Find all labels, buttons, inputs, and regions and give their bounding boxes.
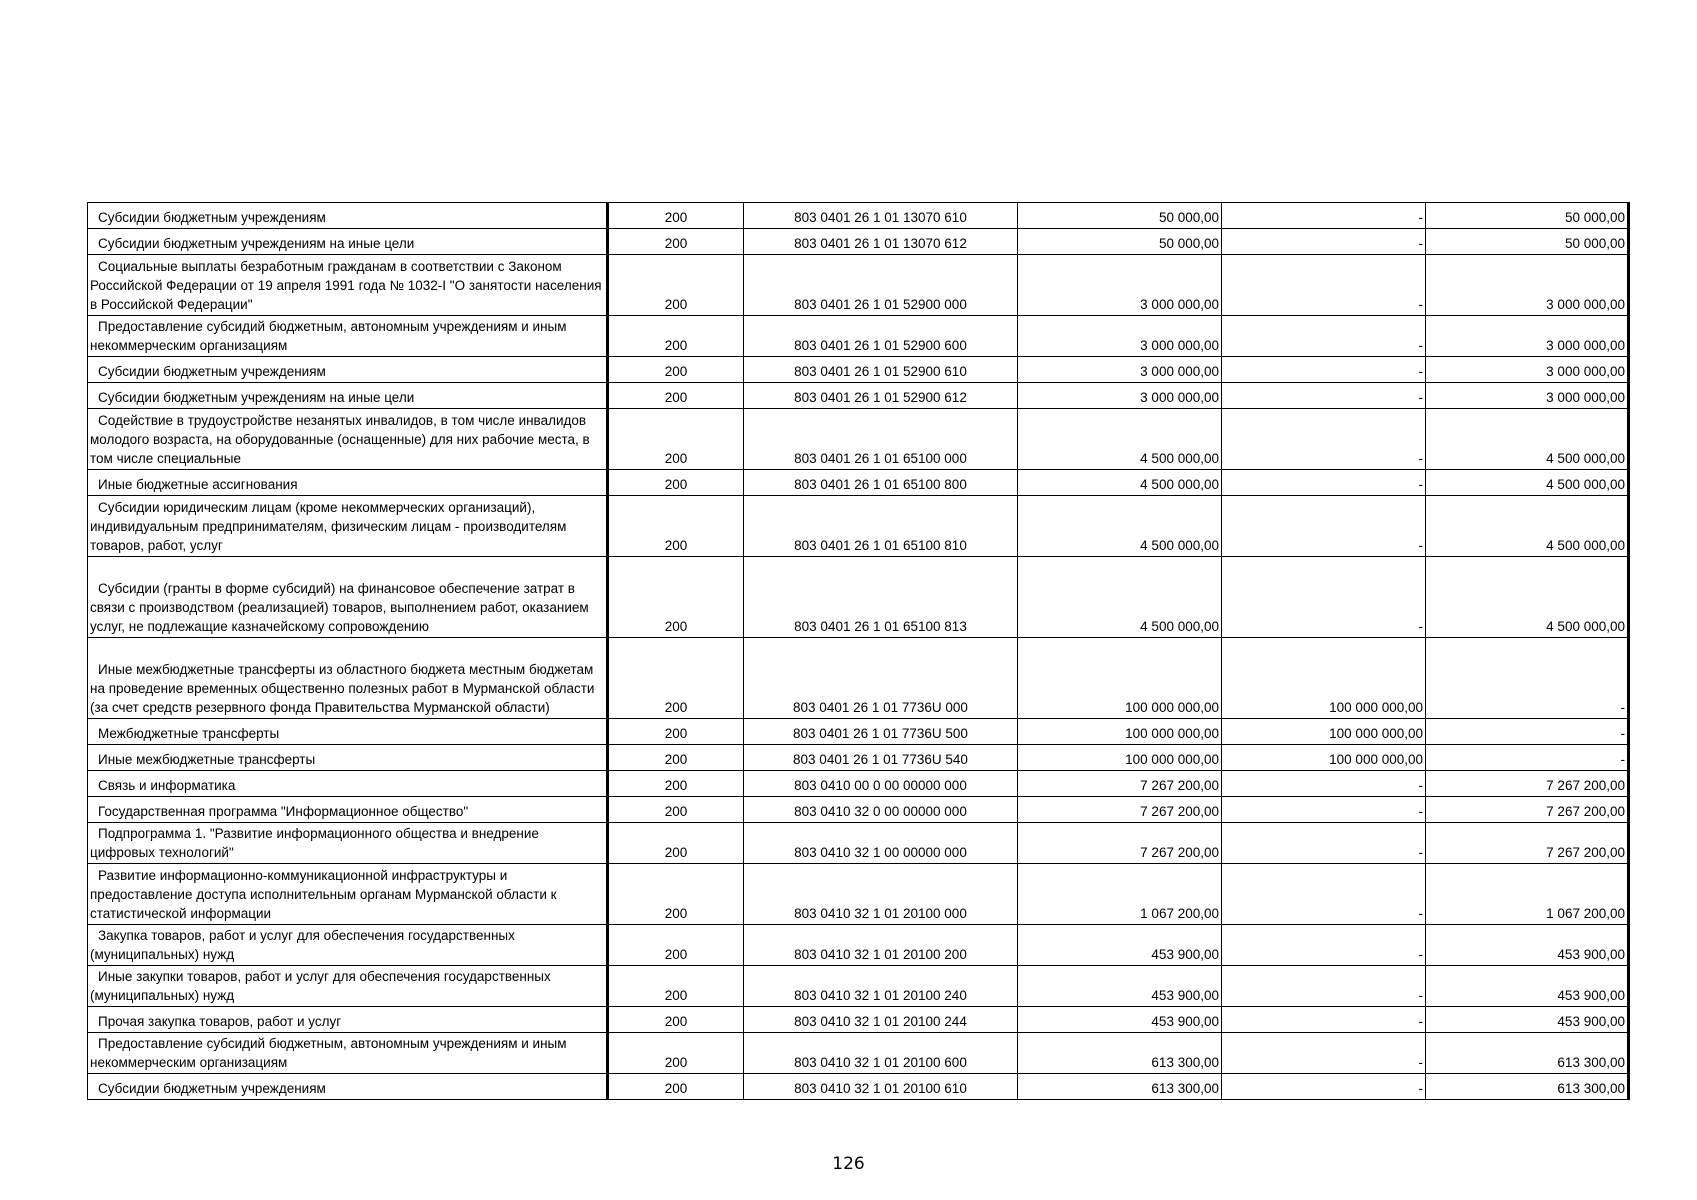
expense-name-cell: Иные закупки товаров, работ и услуг для обеспечения государственных (муниципальных) нужд	[88, 966, 608, 1007]
unexecuted-amount-cell: 7 267 200,00	[1426, 823, 1629, 864]
unexecuted-amount-cell: 3 000 000,00	[1426, 255, 1629, 316]
table-row	[88, 966, 1629, 1007]
expense-name-cell: Иные межбюджетные трансферты из областного бюджета местным бюджетам на проведение временных общественно полезных работ в Мурманской области (за счет средств резервного фонда Правительства Мурманской области)	[88, 638, 608, 719]
budget-classification-code-cell: 803 0410 32 1 01 20100 244	[744, 1007, 1018, 1033]
budget-classification-code-cell: 803 0410 00 0 00 00000 000	[744, 771, 1018, 797]
expense-name-cell: Субсидии (гранты в форме субсидий) на финансовое обеспечение затрат в связи с производством (реализацией) товаров, выполнением работ, оказанием услуг, не подлежащие казначейскому сопровождению	[88, 557, 608, 638]
table-row	[88, 409, 1629, 470]
approved-amount-cell: 4 500 000,00	[1018, 470, 1222, 496]
page-number: 126	[832, 1154, 865, 1174]
unexecuted-amount-cell: 613 300,00	[1426, 1033, 1629, 1074]
budget-classification-code-cell: 803 0401 26 1 01 7736U 500	[744, 719, 1018, 745]
expense-name-cell: Связь и информатика	[88, 771, 608, 797]
table-row	[88, 1007, 1629, 1033]
budget-classification-code-cell: 803 0401 26 1 01 7736U 540	[744, 745, 1018, 771]
approved-amount-cell: 100 000 000,00	[1018, 719, 1222, 745]
line-code-cell: 200	[608, 966, 744, 1007]
line-code-cell: 200	[608, 203, 744, 229]
executed-amount-cell: -	[1222, 409, 1426, 470]
table-row	[88, 470, 1629, 496]
line-code-cell: 200	[608, 771, 744, 797]
budget-classification-code-cell: 803 0401 26 1 01 52900 000	[744, 255, 1018, 316]
table-row	[88, 925, 1629, 966]
approved-amount-cell: 1 067 200,00	[1018, 864, 1222, 925]
unexecuted-amount-cell: 1 067 200,00	[1426, 864, 1629, 925]
expense-name-cell: Подпрограмма 1. "Развитие информационного общества и внедрение цифровых технологий"	[88, 823, 608, 864]
approved-amount-cell: 453 900,00	[1018, 966, 1222, 1007]
expense-name-cell: Государственная программа "Информационное общество"	[88, 797, 608, 823]
executed-amount-cell: -	[1222, 1007, 1426, 1033]
executed-amount-cell: -	[1222, 1074, 1426, 1100]
line-code-cell: 200	[608, 1007, 744, 1033]
budget-classification-code-cell: 803 0410 32 0 00 00000 000	[744, 797, 1018, 823]
executed-amount-cell: -	[1222, 925, 1426, 966]
expense-name-cell: Прочая закупка товаров, работ и услуг	[88, 1007, 608, 1033]
unexecuted-amount-cell: 4 500 000,00	[1426, 496, 1629, 557]
expense-name-cell: Субсидии бюджетным учреждениям	[88, 203, 608, 229]
table-row	[88, 1033, 1629, 1074]
line-code-cell: 200	[608, 638, 744, 719]
line-code-cell: 200	[608, 357, 744, 383]
unexecuted-amount-cell: 3 000 000,00	[1426, 383, 1629, 409]
table-row	[88, 1074, 1629, 1100]
budget-classification-code-cell: 803 0401 26 1 01 13070 610	[744, 203, 1018, 229]
executed-amount-cell: -	[1222, 823, 1426, 864]
expense-name-cell: Межбюджетные трансферты	[88, 719, 608, 745]
line-code-cell: 200	[608, 316, 744, 357]
budget-classification-code-cell: 803 0401 26 1 01 7736U 000	[744, 638, 1018, 719]
budget-classification-code-cell: 803 0401 26 1 01 65100 800	[744, 470, 1018, 496]
expense-name-cell: Иные бюджетные ассигнования	[88, 470, 608, 496]
line-code-cell: 200	[608, 745, 744, 771]
unexecuted-amount-cell: 613 300,00	[1426, 1074, 1629, 1100]
budget-classification-code-cell: 803 0410 32 1 01 20100 200	[744, 925, 1018, 966]
table-row	[88, 745, 1629, 771]
executed-amount-cell: -	[1222, 864, 1426, 925]
unexecuted-amount-cell: 50 000,00	[1426, 203, 1629, 229]
expense-name-cell: Предоставление субсидий бюджетным, автономным учреждениям и иным некоммерческим организациям	[88, 316, 608, 357]
approved-amount-cell: 100 000 000,00	[1018, 638, 1222, 719]
unexecuted-amount-cell: 50 000,00	[1426, 229, 1629, 255]
table-row	[88, 229, 1629, 255]
unexecuted-amount-cell: -	[1426, 719, 1629, 745]
table-row	[88, 357, 1629, 383]
unexecuted-amount-cell: -	[1426, 638, 1629, 719]
executed-amount-cell: -	[1222, 966, 1426, 1007]
executed-amount-cell: -	[1222, 229, 1426, 255]
budget-classification-code-cell: 803 0401 26 1 01 13070 612	[744, 229, 1018, 255]
approved-amount-cell: 613 300,00	[1018, 1074, 1222, 1100]
executed-amount-cell: -	[1222, 496, 1426, 557]
unexecuted-amount-cell: 4 500 000,00	[1426, 470, 1629, 496]
budget-classification-code-cell: 803 0401 26 1 01 65100 813	[744, 557, 1018, 638]
expense-name-cell: Закупка товаров, работ и услуг для обеспечения государственных (муниципальных) нужд	[88, 925, 608, 966]
table-row	[88, 557, 1629, 638]
table-row	[88, 383, 1629, 409]
executed-amount-cell: -	[1222, 316, 1426, 357]
unexecuted-amount-cell: 7 267 200,00	[1426, 771, 1629, 797]
line-code-cell: 200	[608, 496, 744, 557]
table-row	[88, 771, 1629, 797]
line-code-cell: 200	[608, 925, 744, 966]
approved-amount-cell: 3 000 000,00	[1018, 316, 1222, 357]
expense-name-cell: Субсидии юридическим лицам (кроме некоммерческих организаций), индивидуальным предпринимателям, физическим лицам - производителям товаров, работ, услуг	[88, 496, 608, 557]
approved-amount-cell: 3 000 000,00	[1018, 255, 1222, 316]
approved-amount-cell: 100 000 000,00	[1018, 745, 1222, 771]
line-code-cell: 200	[608, 255, 744, 316]
budget-classification-code-cell: 803 0401 26 1 01 52900 612	[744, 383, 1018, 409]
budget-classification-code-cell: 803 0410 32 1 01 20100 000	[744, 864, 1018, 925]
approved-amount-cell: 7 267 200,00	[1018, 797, 1222, 823]
expense-name-cell: Субсидии бюджетным учреждениям на иные цели	[88, 229, 608, 255]
approved-amount-cell: 7 267 200,00	[1018, 771, 1222, 797]
line-code-cell: 200	[608, 797, 744, 823]
approved-amount-cell: 3 000 000,00	[1018, 383, 1222, 409]
unexecuted-amount-cell: 453 900,00	[1426, 925, 1629, 966]
table-row	[88, 797, 1629, 823]
executed-amount-cell: -	[1222, 797, 1426, 823]
budget-classification-code-cell: 803 0401 26 1 01 52900 600	[744, 316, 1018, 357]
budget-classification-code-cell: 803 0410 32 1 01 20100 240	[744, 966, 1018, 1007]
executed-amount-cell: 100 000 000,00	[1222, 638, 1426, 719]
executed-amount-cell: -	[1222, 771, 1426, 797]
table-row	[88, 823, 1629, 864]
executed-amount-cell: -	[1222, 470, 1426, 496]
line-code-cell: 200	[608, 557, 744, 638]
executed-amount-cell: -	[1222, 1033, 1426, 1074]
approved-amount-cell: 4 500 000,00	[1018, 496, 1222, 557]
approved-amount-cell: 613 300,00	[1018, 1033, 1222, 1074]
line-code-cell: 200	[608, 229, 744, 255]
table-row	[88, 255, 1629, 316]
line-code-cell: 200	[608, 823, 744, 864]
budget-classification-code-cell: 803 0410 32 1 01 20100 610	[744, 1074, 1018, 1100]
budget-classification-code-cell: 803 0401 26 1 01 65100 000	[744, 409, 1018, 470]
line-code-cell: 200	[608, 470, 744, 496]
approved-amount-cell: 7 267 200,00	[1018, 823, 1222, 864]
approved-amount-cell: 3 000 000,00	[1018, 357, 1222, 383]
unexecuted-amount-cell: 4 500 000,00	[1426, 557, 1629, 638]
line-code-cell: 200	[608, 864, 744, 925]
table-body	[88, 203, 1629, 1100]
executed-amount-cell: -	[1222, 557, 1426, 638]
approved-amount-cell: 4 500 000,00	[1018, 409, 1222, 470]
approved-amount-cell: 4 500 000,00	[1018, 557, 1222, 638]
approved-amount-cell: 50 000,00	[1018, 229, 1222, 255]
executed-amount-cell: -	[1222, 383, 1426, 409]
budget-classification-code-cell: 803 0410 32 1 01 20100 600	[744, 1033, 1018, 1074]
executed-amount-cell: 100 000 000,00	[1222, 745, 1426, 771]
line-code-cell: 200	[608, 1033, 744, 1074]
unexecuted-amount-cell: 3 000 000,00	[1426, 357, 1629, 383]
executed-amount-cell: -	[1222, 357, 1426, 383]
budget-execution-table	[87, 202, 1630, 1100]
budget-classification-code-cell: 803 0410 32 1 00 00000 000	[744, 823, 1018, 864]
table-row	[88, 864, 1629, 925]
table-row	[88, 638, 1629, 719]
unexecuted-amount-cell: -	[1426, 745, 1629, 771]
table-row	[88, 496, 1629, 557]
expense-name-cell: Иные межбюджетные трансферты	[88, 745, 608, 771]
line-code-cell: 200	[608, 383, 744, 409]
expense-name-cell: Развитие информационно-коммуникационной инфраструктуры и предоставление доступа исполнительным органам Мурманской области к статистической информации	[88, 864, 608, 925]
approved-amount-cell: 453 900,00	[1018, 1007, 1222, 1033]
unexecuted-amount-cell: 7 267 200,00	[1426, 797, 1629, 823]
expense-name-cell: Субсидии бюджетным учреждениям на иные цели	[88, 383, 608, 409]
expense-name-cell: Субсидии бюджетным учреждениям	[88, 357, 608, 383]
expense-name-cell: Субсидии бюджетным учреждениям	[88, 1074, 608, 1100]
unexecuted-amount-cell: 453 900,00	[1426, 966, 1629, 1007]
executed-amount-cell: -	[1222, 255, 1426, 316]
expense-name-cell: Социальные выплаты безработным гражданам в соответствии с Законом Российской Федерации от 19 апреля 1991 года № 1032-I "О занятости населения в Российской Федерации"	[88, 255, 608, 316]
approved-amount-cell: 453 900,00	[1018, 925, 1222, 966]
budget-classification-code-cell: 803 0401 26 1 01 65100 810	[744, 496, 1018, 557]
executed-amount-cell: -	[1222, 203, 1426, 229]
line-code-cell: 200	[608, 1074, 744, 1100]
expense-name-cell: Содействие в трудоустройстве незанятых инвалидов, в том числе инвалидов молодого возраста, на оборудованные (оснащенные) для них рабочие места, в том числе специальные	[88, 409, 608, 470]
approved-amount-cell: 50 000,00	[1018, 203, 1222, 229]
unexecuted-amount-cell: 3 000 000,00	[1426, 316, 1629, 357]
budget-classification-code-cell: 803 0401 26 1 01 52900 610	[744, 357, 1018, 383]
line-code-cell: 200	[608, 719, 744, 745]
executed-amount-cell: 100 000 000,00	[1222, 719, 1426, 745]
line-code-cell: 200	[608, 409, 744, 470]
table-row	[88, 203, 1629, 229]
unexecuted-amount-cell: 4 500 000,00	[1426, 409, 1629, 470]
table-row	[88, 719, 1629, 745]
table-row	[88, 316, 1629, 357]
expense-name-cell: Предоставление субсидий бюджетным, автономным учреждениям и иным некоммерческим организациям	[88, 1033, 608, 1074]
unexecuted-amount-cell: 453 900,00	[1426, 1007, 1629, 1033]
